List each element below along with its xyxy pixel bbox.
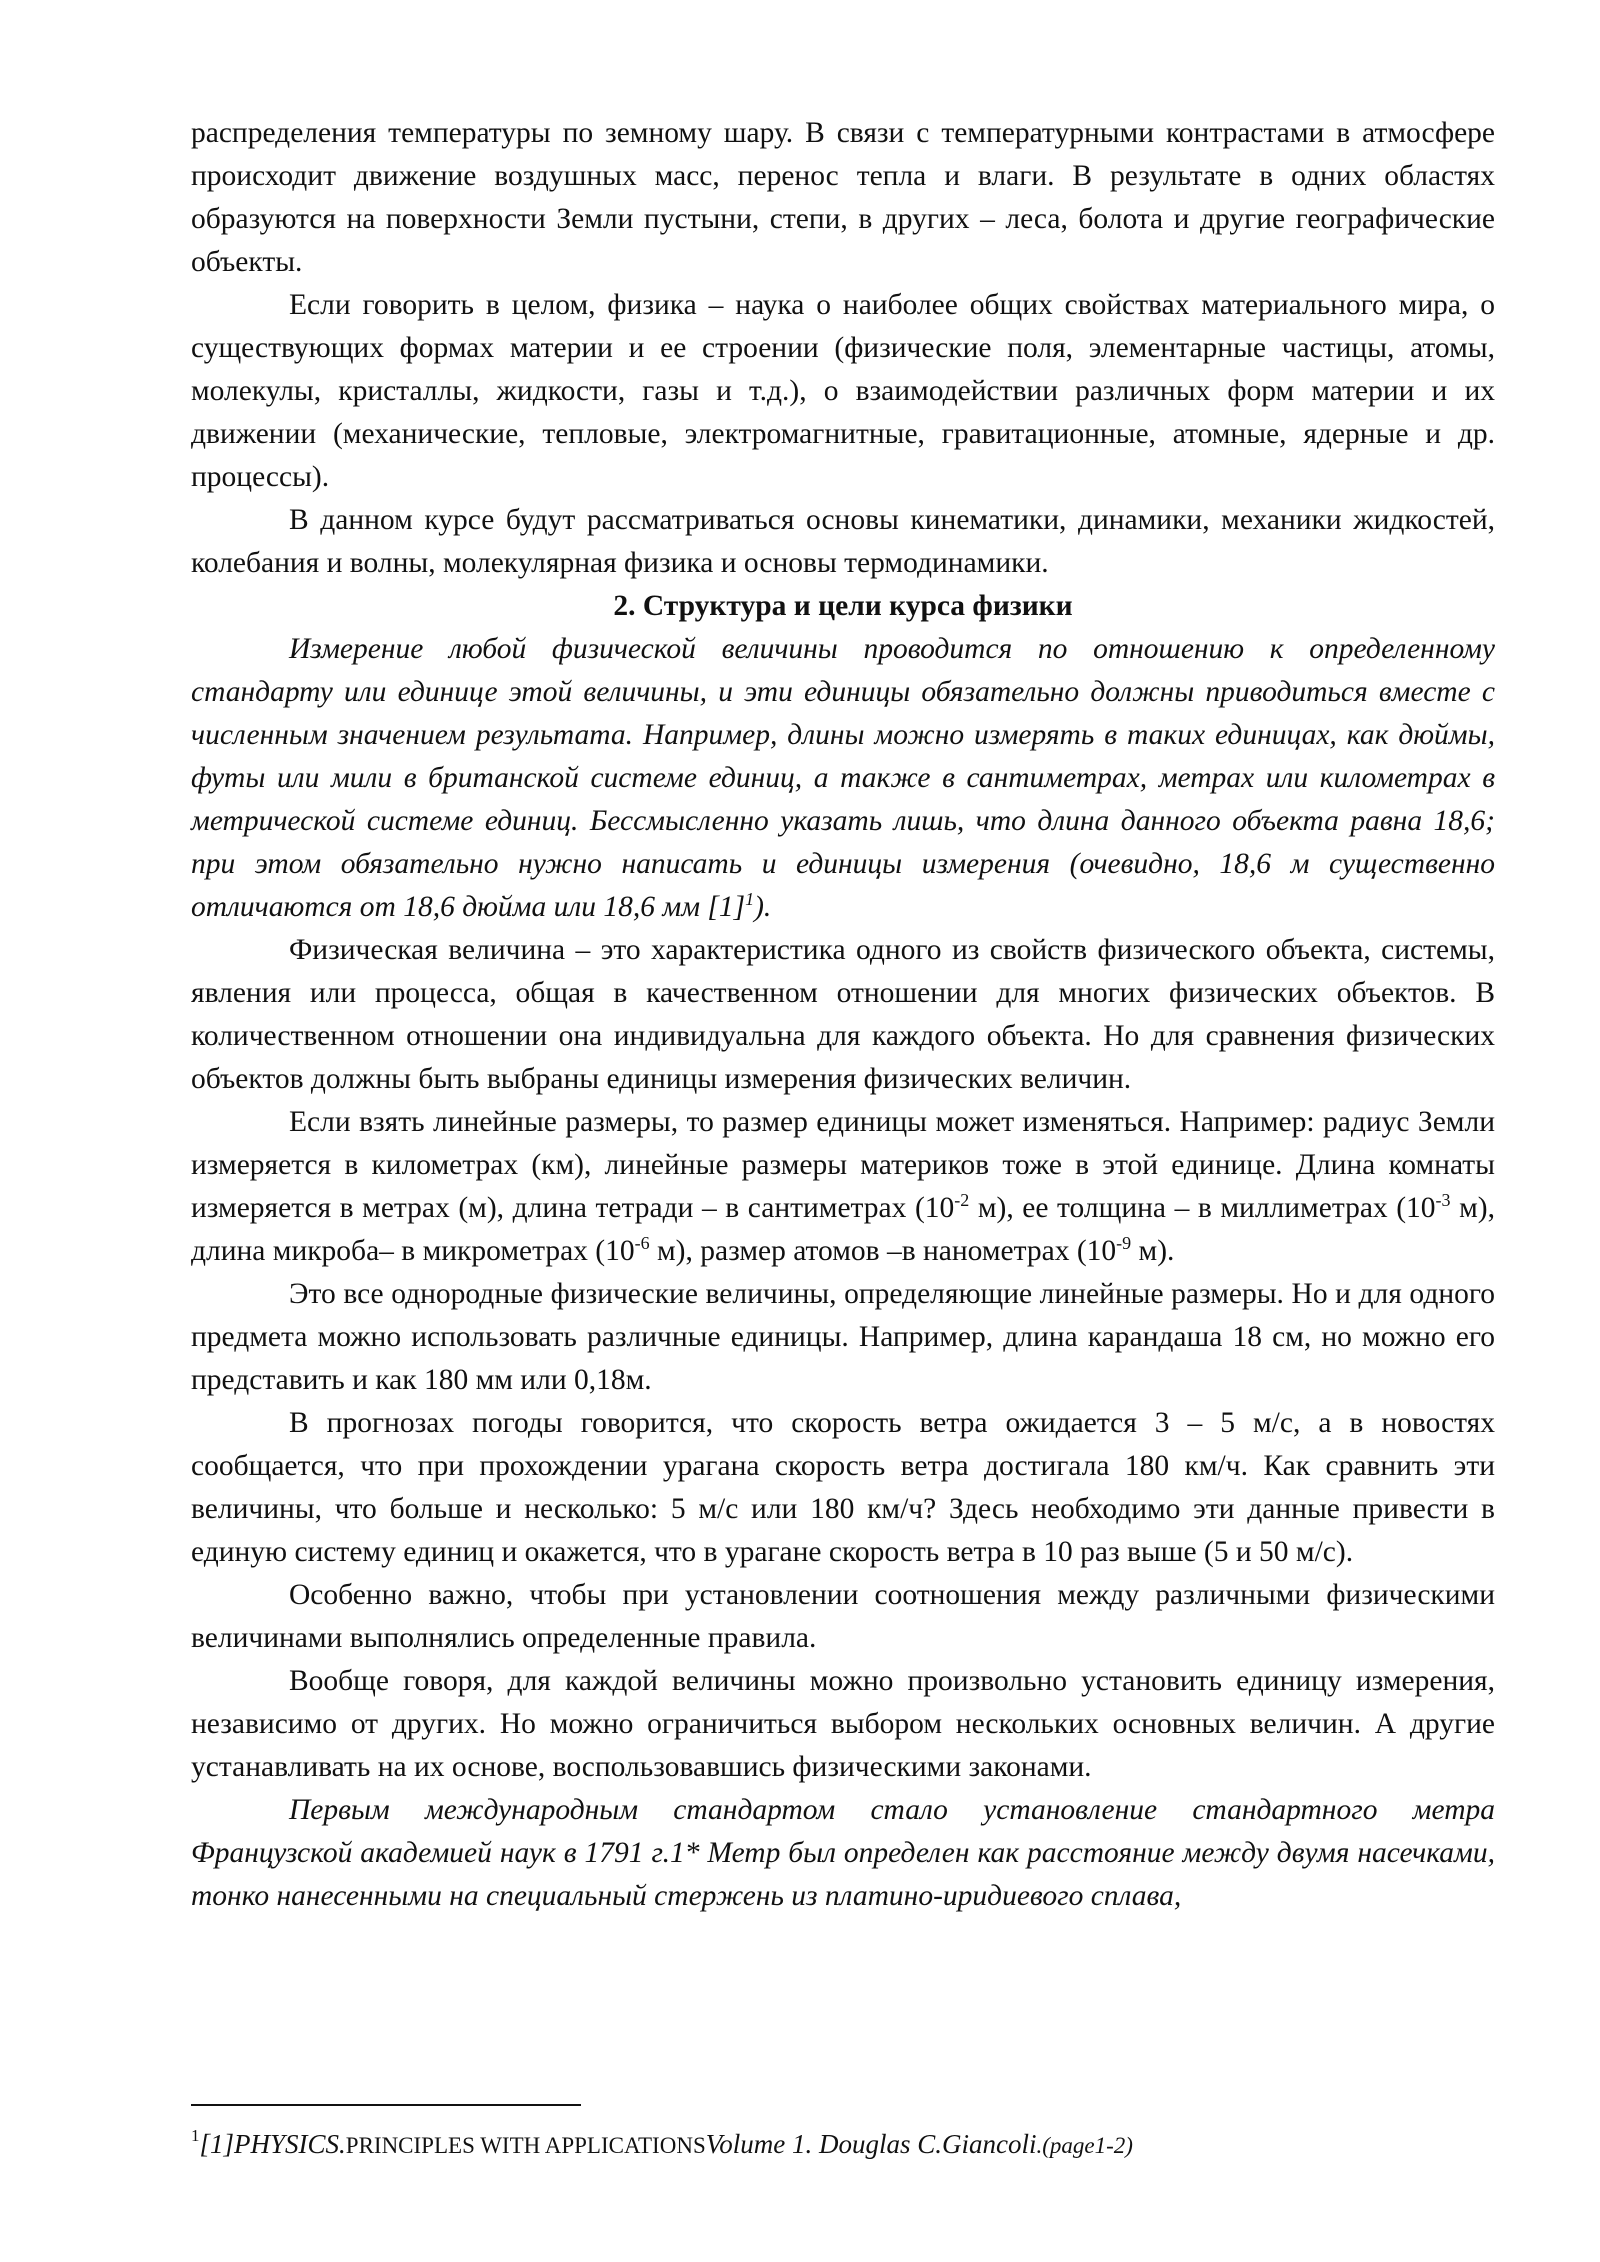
footnote-reference[interactable]: 1 [745, 889, 755, 909]
paragraph-9: Особенно важно, чтобы при установлении соотношения между различными физическими величинами выполнялись определенные правила. [191, 1579, 1495, 1654]
paragraph-1: распределения температуры по земному шару. В связи с температурными контрастами в атмосфере происходит движение воздушных масс, перенос тепла и влаги. В результате в одних областях образуются на поверхности Земли пустыни, степи, в других – леса, болота и другие географические объекты. [191, 117, 1495, 278]
footnote-source-ref: [1]PHYSICS. [199, 2129, 346, 2159]
exponent-2: -3 [1435, 1190, 1451, 1210]
paragraph-6-text-a: Если взять линейные размеры, то размер единицы может изменяться. Например: радиус Земли измеряется в километрах (км), линейные размеры материков тоже в этой единице. Длина комнаты измеряется в метрах (м), длина тетради – в сантиметрах (10 [191, 1106, 1495, 1224]
paragraph-6-text-b: м), ее толщина – в миллиметрах (10 [969, 1192, 1436, 1224]
document-page [191, 112, 1495, 1918]
paragraph-7: Это все однородные физические величины, определяющие линейные размеры. Но и для одного предмета можно использовать различные единицы. Например, длина карандаша 18 см, но можно его представить и как 180 мм или 0,18м. [191, 1278, 1495, 1396]
section-heading: 2. Структура и цели курса физики [613, 590, 1073, 622]
footnote-separator [191, 2104, 581, 2106]
paragraph-6-text-d: м), размер атомов –в нанометрах (10 [649, 1235, 1117, 1267]
paragraph-11: Первым международным стандартом стало установление стандартного метра Французской академией наук в 1791 г.1* Метр был определен как расстояние между двумя насечками, тонко нанесенными на специальный стержень из платино-иридиевого сплава, [191, 1794, 1495, 1912]
paragraph-5: Физическая величина – это характеристика одного из свойств физического объекта, системы, явления или процесса, общая в качественном отношении для многих физических объектов. В количественном отношении она индивидуальна для каждого объекта. Но для сравнения физических объектов должны быть выбраны единицы измерения физических величин. [191, 934, 1495, 1095]
exponent-4: -9 [1116, 1233, 1132, 1253]
paragraph-10: Вообще говоря, для каждой величины можно произвольно установить единицу измерения, независимо от других. Но можно ограничиться выбором нескольких основных величин. А другие устанавливать на их основе, воспользовавшись физическими законами. [191, 1665, 1495, 1783]
exponent-3: -6 [634, 1233, 650, 1253]
footnote-author: Volume 1. Douglas C.Giancoli [705, 2129, 1037, 2159]
footnote-pages: .(page1-2) [1036, 2133, 1133, 2158]
paragraph-6 [191, 1101, 1495, 1273]
paragraph-2: Если говорить в целом, физика – наука о наиболее общих свойствах материального мира, о существующих формах материи и ее строении (физические поля, элементарные частицы, атомы, молекулы, кристаллы, жидкости, газы и т.д.), о взаимодействии различных форм материи и их движении (механические, тепловые, электромагнитные, гравитационные, атомные, ядерные и др. процессы). [191, 289, 1495, 493]
paragraph-3: В данном курсе будут рассматриваться основы кинематики, динамики, механики жидкостей, колебания и волны, молекулярная физика и основы термодинамики. [191, 504, 1495, 579]
paragraph-4-text: Измерение любой физической величины проводится по отношению к определенному стандарту или единице этой величины, и эти единицы обязательно должны приводиться вместе с численным значением результата. Например, длины можно измерять в таких единицах, как дюймы, футы или мили в британской системе единиц, а также в сантиметрах, метрах или километрах в метрической системе единиц. Бессмысленно указать лишь, что длина данного объекта равна 18,6; при этом обязательно нужно написать и единицы измерения (очевидно, 18,6 м существенно отличаются от 18,6 дюйма или 18,6 мм [1] [191, 633, 1495, 923]
paragraph-6-text-e: м). [1131, 1235, 1175, 1267]
footnote-mark: 1 [191, 2126, 200, 2145]
footnote-book-title: PRINCIPLES WITH APPLICATIONS [345, 2133, 706, 2158]
paragraph-8: В прогнозах погоды говорится, что скорость ветра ожидается 3 – 5 м/с, а в новостях сообщается, что при прохождении урагана скорость ветра достигала 180 км/ч. Как сравнить эти величины, что больше и несколько: 5 м/с или 180 км/ч? Здесь необходимо эти данные привести в единую систему единиц и окажется, что в урагане скорость ветра в 10 раз выше (5 и 50 м/с). [191, 1407, 1495, 1568]
paragraph-6-text-c: м), длина микроба– в микрометрах (10 [191, 1192, 1495, 1267]
paragraph-4-end: ). [754, 891, 772, 923]
paragraph-4 [191, 628, 1495, 929]
exponent-1: -2 [954, 1190, 970, 1210]
footnote [191, 2124, 1495, 2166]
